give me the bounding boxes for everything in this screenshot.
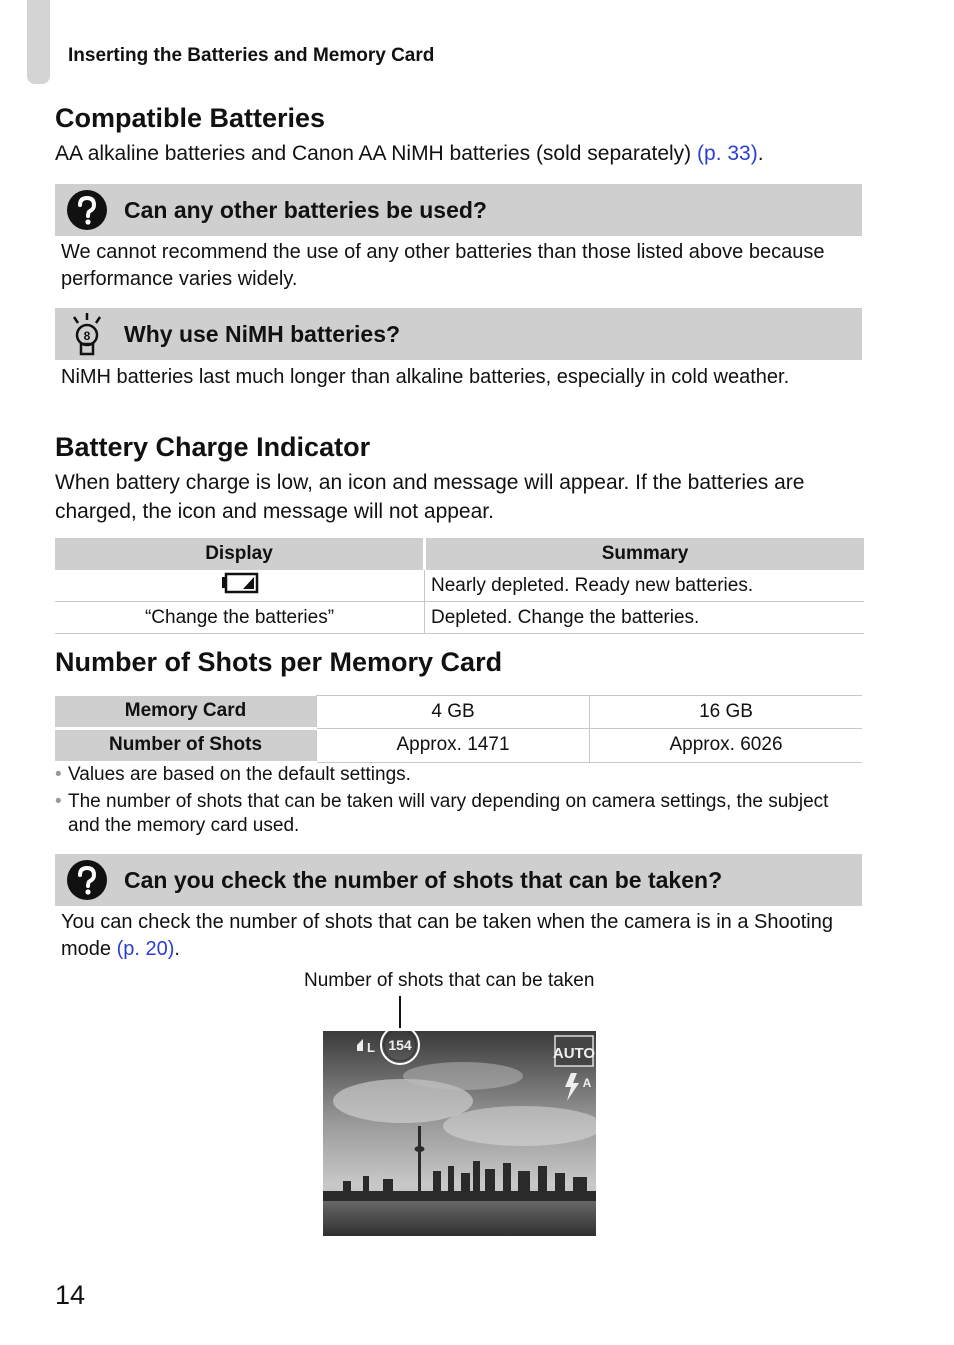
page-link-20[interactable]: (p. 20) (116, 938, 175, 960)
table-row (55, 570, 864, 602)
camera-screen-image (323, 1031, 596, 1236)
lightbulb-icon (65, 312, 109, 356)
flash-auto-label: A (582, 1076, 592, 1090)
row-header: Memory Card (55, 696, 317, 729)
other-batteries-text: We cannot recommend the use of any other batteries than those listed above because performance varies widely. (61, 241, 825, 290)
figure-callout-label: Number of shots that can be taken (304, 970, 595, 991)
check-shots-title: Can you check the number of shots that can be taken? (124, 866, 723, 893)
display-cell: “Change the batteries” (55, 602, 425, 634)
nimh-title: Why use NiMH batteries? (124, 320, 401, 347)
column-header: Summary (425, 538, 865, 570)
bullet-icon: • (55, 764, 62, 785)
section-breadcrumb: Inserting the Batteries and Memory Card (68, 45, 435, 66)
svg-text:8: 8 (83, 329, 91, 343)
shots-heading: Number of Shots per Memory Card (55, 647, 503, 677)
row-header: Number of Shots (55, 728, 317, 762)
column-header: Display (55, 538, 425, 570)
chapter-tab (27, 0, 50, 84)
table-cell: 4 GB (317, 696, 590, 729)
battery-charge-text: When battery charge is low, an icon and message will appear. If the batteries are charged, the icon and message will not appear. (55, 471, 805, 523)
callout-line (399, 996, 401, 1028)
table-cell: 16 GB (590, 696, 863, 729)
bullet-icon: • (55, 791, 62, 812)
check-shots-box-header (55, 854, 862, 906)
battery-charge-heading: Battery Charge Indicator (55, 432, 371, 462)
shots-notes (55, 763, 855, 841)
list-item: • The number of shots that can be taken will vary depending on camera settings, the subject and the memory card used. (55, 791, 829, 836)
question-icon (65, 858, 109, 902)
auto-mode-label: AUTO (552, 1045, 596, 1062)
summary-cell: Nearly depleted. Ready new batteries. (425, 570, 865, 602)
nimh-box-header (55, 308, 862, 360)
table-cell: Approx. 6026 (590, 728, 863, 762)
compatible-batteries-text: AA alkaline batteries and Canon AA NiMH batteries (sold separately) (p. 33). (55, 142, 764, 165)
page-link-33[interactable]: (p. 33) (697, 142, 758, 165)
shots-table (55, 695, 862, 764)
compatible-batteries-heading: Compatible Batteries (55, 103, 326, 133)
shot-count-readout: 154 (388, 1037, 412, 1053)
svg-text:L: L (367, 1040, 375, 1055)
table-row (55, 728, 862, 762)
page-number: 14 (55, 1280, 86, 1310)
question-icon (65, 188, 109, 232)
display-cell (55, 570, 425, 602)
summary-cell: Depleted. Change the batteries. (425, 602, 865, 634)
list-item: • Values are based on the default settings. (55, 764, 411, 785)
nimh-text: NiMH batteries last much longer than alkaline batteries, especially in cold weather. (61, 366, 790, 388)
battery-indicator-table (55, 538, 864, 634)
table-cell: Approx. 1471 (317, 728, 590, 762)
low-battery-icon (221, 572, 259, 600)
other-batteries-title: Can any other batteries be used? (124, 196, 487, 223)
other-batteries-box-header (55, 184, 862, 236)
table-row (55, 696, 862, 729)
check-shots-text: You can check the number of shots that can be taken when the camera is in a Shooting mode (p. 20). (61, 911, 833, 960)
table-header-row (55, 538, 864, 570)
table-row (55, 602, 864, 634)
